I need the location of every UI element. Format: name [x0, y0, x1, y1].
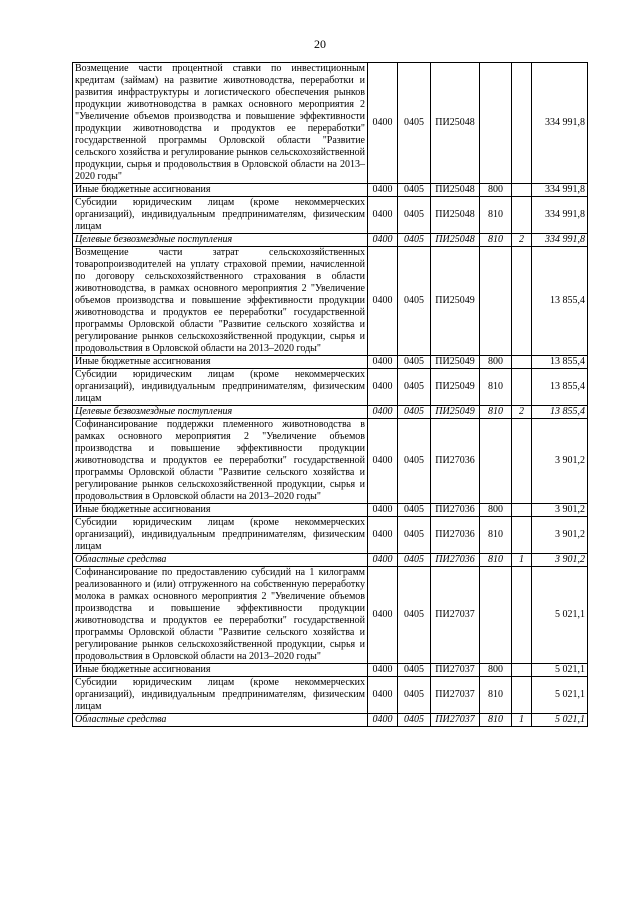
section-code: 0400 [368, 247, 398, 356]
table-row [73, 664, 588, 677]
section-code: 0400 [368, 234, 398, 247]
amount: 3 901,2 [532, 554, 588, 567]
section-code: 0400 [368, 517, 398, 554]
subsection-code: 0405 [398, 714, 431, 727]
amount: 334 991,8 [532, 234, 588, 247]
row-description: Целевые безвозмездные поступления [73, 234, 368, 247]
expense-type-code: 800 [480, 664, 512, 677]
target-item-code: ПИ27037 [431, 664, 480, 677]
target-item-code: ПИ27036 [431, 419, 480, 504]
target-item-code: ПИ25048 [431, 184, 480, 197]
funding-source-code [512, 567, 532, 664]
expense-type-code: 810 [480, 517, 512, 554]
subsection-code: 0405 [398, 356, 431, 369]
funding-source-code [512, 419, 532, 504]
table-row [73, 567, 588, 664]
subsection-code: 0405 [398, 63, 431, 184]
section-code: 0400 [368, 419, 398, 504]
row-description: Областные средства [73, 714, 368, 727]
subsection-code: 0405 [398, 419, 431, 504]
target-item-code: ПИ25049 [431, 406, 480, 419]
section-code: 0400 [368, 184, 398, 197]
amount: 13 855,4 [532, 247, 588, 356]
section-code: 0400 [368, 714, 398, 727]
funding-source-code: 2 [512, 406, 532, 419]
row-description: Возмещение части затрат сельскохозяйственных товаропроизводителей на уплату страховой премии, начисленной по договору сельскохозяйственного страхования в области животноводства, в рамках основного мероприятия 2 "Увеличение объемов производства и повышение эффективности продукции животноводства и продуктов ее переработки" государственной программы Орловской области "Развитие сельского хозяйства и регулирование рынков сельскохозяйственной продукции, сырья и продовольствия в Орловской области на 2013–2020 годы" [73, 247, 368, 356]
target-item-code: ПИ27036 [431, 554, 480, 567]
row-description: Софинансирование по предоставлению субсидий на 1 килограмм реализованного и (или) отгруженного на собственную переработку молока в рамках основного мероприятия 2 "Увеличение объемов производства и повышение эффективности продукции животноводства и продуктов ее переработки" государственной программы Орловской области "Развитие сельского хозяйства и регулирование рынков сельскохозяйственной продукции, сырья и продовольствия в Орловской области на 2013–2020 годы" [73, 567, 368, 664]
amount: 13 855,4 [532, 369, 588, 406]
section-code: 0400 [368, 504, 398, 517]
expense-type-code: 810 [480, 369, 512, 406]
table-row [73, 197, 588, 234]
section-code: 0400 [368, 369, 398, 406]
expense-type-code: 800 [480, 504, 512, 517]
subsection-code: 0405 [398, 567, 431, 664]
subsection-code: 0405 [398, 247, 431, 356]
budget-table [72, 62, 588, 727]
target-item-code: ПИ25049 [431, 247, 480, 356]
row-description: Субсидии юридическим лицам (кроме некоммерческих организаций), индивидуальным предпринимателям, физическим лицам [73, 369, 368, 406]
subsection-code: 0405 [398, 664, 431, 677]
funding-source-code [512, 369, 532, 406]
row-description: Субсидии юридическим лицам (кроме некоммерческих организаций), индивидуальным предпринимателям, физическим лицам [73, 517, 368, 554]
funding-source-code [512, 63, 532, 184]
target-item-code: ПИ25049 [431, 356, 480, 369]
target-item-code: ПИ25048 [431, 197, 480, 234]
funding-source-code: 2 [512, 234, 532, 247]
subsection-code: 0405 [398, 234, 431, 247]
section-code: 0400 [368, 567, 398, 664]
amount: 3 901,2 [532, 419, 588, 504]
expense-type-code: 810 [480, 714, 512, 727]
table-row [73, 234, 588, 247]
funding-source-code [512, 184, 532, 197]
amount: 5 021,1 [532, 677, 588, 714]
funding-source-code: 1 [512, 554, 532, 567]
amount: 5 021,1 [532, 567, 588, 664]
table-row [73, 406, 588, 419]
table-row [73, 554, 588, 567]
funding-source-code [512, 664, 532, 677]
table-row [73, 419, 588, 504]
row-description: Софинансирование поддержки племенного животноводства в рамках основного мероприятия 2 "Увеличение объемов производства и повышение эффективности продукции животноводства и продуктов ее переработки" государственной программы Орловской области "Развитие сельского хозяйства и регулирование рынков сельскохозяйственной продукции, сырья и продовольствия в Орловской области на 2013–2020 годы" [73, 419, 368, 504]
expense-type-code [480, 567, 512, 664]
funding-source-code [512, 197, 532, 234]
table-row [73, 504, 588, 517]
subsection-code: 0405 [398, 677, 431, 714]
table-row [73, 63, 588, 184]
section-code: 0400 [368, 677, 398, 714]
section-code: 0400 [368, 664, 398, 677]
table-row [73, 247, 588, 356]
target-item-code: ПИ25048 [431, 63, 480, 184]
funding-source-code [512, 504, 532, 517]
target-item-code: ПИ27037 [431, 567, 480, 664]
target-item-code: ПИ27036 [431, 517, 480, 554]
subsection-code: 0405 [398, 184, 431, 197]
subsection-code: 0405 [398, 406, 431, 419]
funding-source-code [512, 677, 532, 714]
amount: 5 021,1 [532, 714, 588, 727]
expense-type-code: 800 [480, 356, 512, 369]
amount: 334 991,8 [532, 184, 588, 197]
section-code: 0400 [368, 406, 398, 419]
funding-source-code: 1 [512, 714, 532, 727]
amount: 334 991,8 [532, 63, 588, 184]
table-row [73, 517, 588, 554]
section-code: 0400 [368, 356, 398, 369]
row-description: Иные бюджетные ассигнования [73, 504, 368, 517]
amount: 3 901,2 [532, 504, 588, 517]
subsection-code: 0405 [398, 369, 431, 406]
table-row [73, 356, 588, 369]
table-row [73, 184, 588, 197]
target-item-code: ПИ25049 [431, 369, 480, 406]
amount: 3 901,2 [532, 517, 588, 554]
table-row [73, 677, 588, 714]
row-description: Субсидии юридическим лицам (кроме некоммерческих организаций), индивидуальным предпринимателям, физическим лицам [73, 197, 368, 234]
expense-type-code: 810 [480, 197, 512, 234]
table-row [73, 369, 588, 406]
funding-source-code [512, 517, 532, 554]
expense-type-code: 810 [480, 554, 512, 567]
section-code: 0400 [368, 554, 398, 567]
expense-type-code [480, 63, 512, 184]
funding-source-code [512, 247, 532, 356]
page-number: 20 [314, 37, 326, 51]
target-item-code: ПИ27036 [431, 504, 480, 517]
target-item-code: ПИ27037 [431, 714, 480, 727]
expense-type-code: 810 [480, 234, 512, 247]
row-description: Иные бюджетные ассигнования [73, 664, 368, 677]
amount: 13 855,4 [532, 356, 588, 369]
section-code: 0400 [368, 197, 398, 234]
target-item-code: ПИ27037 [431, 677, 480, 714]
row-description: Иные бюджетные ассигнования [73, 184, 368, 197]
subsection-code: 0405 [398, 517, 431, 554]
expense-type-code [480, 247, 512, 356]
row-description: Целевые безвозмездные поступления [73, 406, 368, 419]
target-item-code: ПИ25048 [431, 234, 480, 247]
row-description: Областные средства [73, 554, 368, 567]
funding-source-code [512, 356, 532, 369]
amount: 5 021,1 [532, 664, 588, 677]
expense-type-code: 810 [480, 677, 512, 714]
row-description: Субсидии юридическим лицам (кроме некоммерческих организаций), индивидуальным предпринимателям, физическим лицам [73, 677, 368, 714]
expense-type-code: 810 [480, 406, 512, 419]
amount: 13 855,4 [532, 406, 588, 419]
row-description: Возмещение части процентной ставки по инвестиционным кредитам (займам) на развитие животноводства, переработки и развития инфраструктуры и логистического обеспечения рынков продукции животноводства в рамках основного мероприятия 2 "Увеличение объемов производства и повышение эффективности продукции животноводства и продуктов ее переработки" государственной программы Орловской области "Развитие сельского хозяйства и регулирование рынков сельскохозяйственной продукции, сырья и продовольствия в Орловской области на 2013–2020 годы" [73, 63, 368, 184]
subsection-code: 0405 [398, 554, 431, 567]
expense-type-code: 800 [480, 184, 512, 197]
row-description: Иные бюджетные ассигнования [73, 356, 368, 369]
table-row [73, 714, 588, 727]
subsection-code: 0405 [398, 504, 431, 517]
subsection-code: 0405 [398, 197, 431, 234]
expense-type-code [480, 419, 512, 504]
section-code: 0400 [368, 63, 398, 184]
amount: 334 991,8 [532, 197, 588, 234]
